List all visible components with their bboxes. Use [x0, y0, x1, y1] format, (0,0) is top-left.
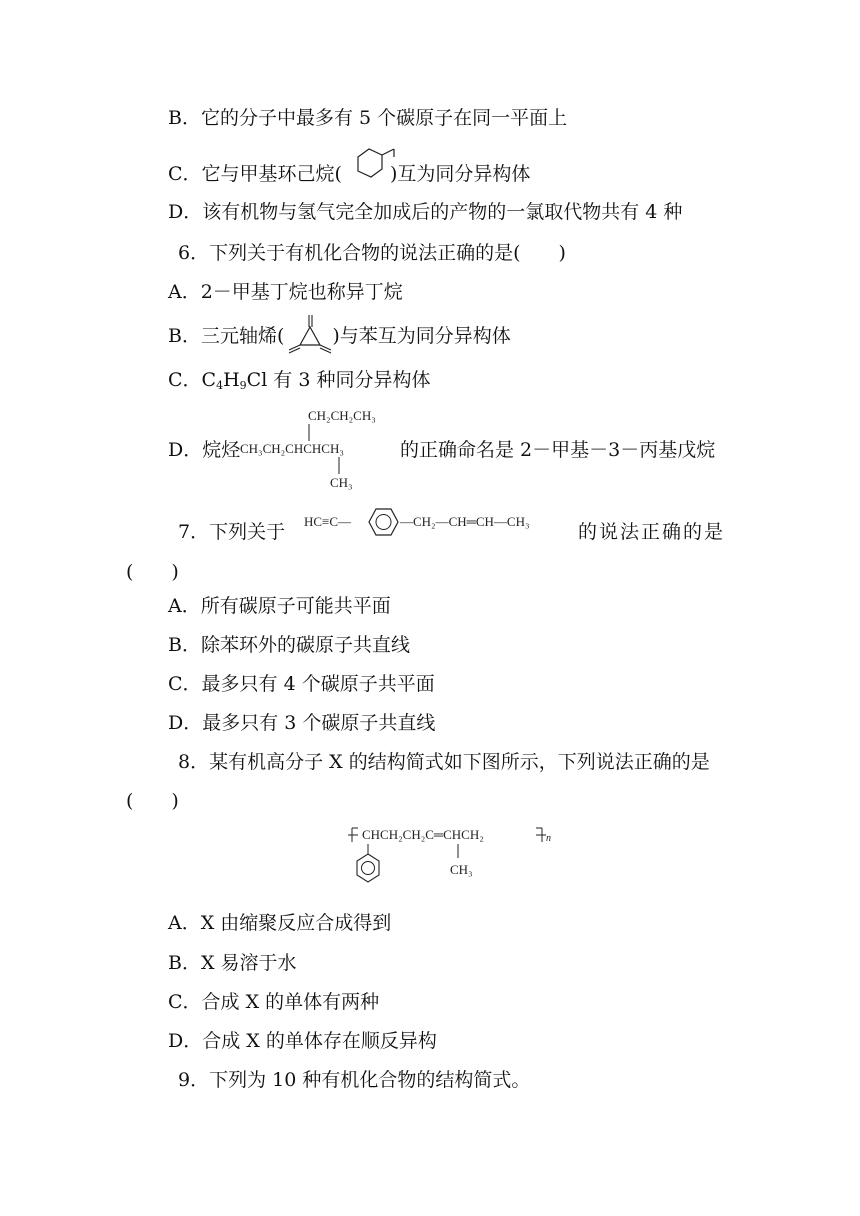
q6-option-d-pre: D．烷烃	[168, 439, 241, 461]
q5-option-b: B．它的分子中最多有 5 个碳原子在同一平面上	[168, 107, 568, 129]
q6-option-c-part-b: H	[223, 369, 240, 391]
q6-option-b-text-post: )与苯互为同分异构体	[332, 325, 511, 347]
q8-option-c: C．合成 X 的单体有两种	[168, 991, 380, 1013]
q8-formula-main: CHCH₂CH₂C═CHCH₂	[362, 827, 484, 842]
q7-paren: ( )	[126, 561, 179, 583]
q7-formula-right: —CH₂—CH═CH—CH₃	[400, 514, 530, 529]
q8-option-d: D．合成 X 的单体存在顺反异构	[168, 1030, 437, 1052]
q7-stem-pre: 7．下列关于	[178, 521, 286, 543]
q8-formula-branch: CH₃	[450, 862, 473, 877]
methylcyclohexane-structure-icon	[350, 143, 400, 187]
q7-stem-post: 的说法正确的是	[578, 521, 726, 543]
q6-option-c-subscript-1: 4	[216, 379, 224, 392]
q5-option-d: D．该有机物与氢气完全加成后的产物的一氯取代物共有 4 种	[168, 201, 683, 223]
q6-d-formula-main: CH₃CH₂CHCHCH₃	[240, 441, 344, 456]
q6-d-formula-top: CH₂CH₂CH₃	[308, 408, 376, 423]
q7-option-a: A．所有碳原子可能共平面	[168, 595, 391, 617]
q6-option-b-text-pre: B．三元轴烯(	[168, 325, 285, 347]
q8-option-b: B．X 易溶于水	[168, 952, 297, 974]
q7-option-c: C．最多只有 4 个碳原子共平面	[168, 673, 435, 695]
q8-option-a: A．X 由缩聚反应合成得到	[168, 912, 392, 934]
q8-stem: 8．某有机高分子 X 的结构简式如下图所示，下列说法正确的是	[178, 751, 710, 773]
q7-formula-left: HC≡C—	[304, 514, 352, 529]
q6-option-c-part-a: C．C	[168, 369, 217, 391]
radialene-structure-icon	[286, 311, 336, 357]
q6-option-c	[168, 368, 430, 398]
q6-option-d-post: 的正确命名是 2－甲基－3－丙基戊烷	[400, 439, 716, 461]
q6-d-formula-bonds	[300, 420, 360, 480]
q6-option-b	[168, 324, 511, 348]
q8-paren: ( )	[126, 790, 179, 812]
q9-stem: 9．下列为 10 种有机化合物的结构简式。	[178, 1069, 531, 1091]
q7-option-d: D．最多只有 3 个碳原子共直线	[168, 712, 436, 734]
q6-option-a: A．2－甲基丁烷也称异丁烷	[168, 281, 403, 303]
q8-formula-subscript-n: n	[546, 833, 551, 844]
q6-stem: 6．下列关于有机化合物的说法正确的是( )	[178, 242, 566, 264]
q7-option-b: B．除苯环外的碳原子共直线	[168, 634, 410, 656]
q6-d-formula-bottom: CH₃	[330, 475, 353, 490]
q6-option-c-part-c: Cl 有 3 种同分异构体	[246, 369, 431, 391]
q6-option-c-subscript-2: 9	[239, 379, 247, 392]
benzene-ring-icon	[366, 505, 402, 539]
q5-option-c-text-pre: C．它与甲基环己烷(	[168, 163, 342, 185]
q5-option-c-text-post: )互为同分异构体	[389, 163, 531, 185]
